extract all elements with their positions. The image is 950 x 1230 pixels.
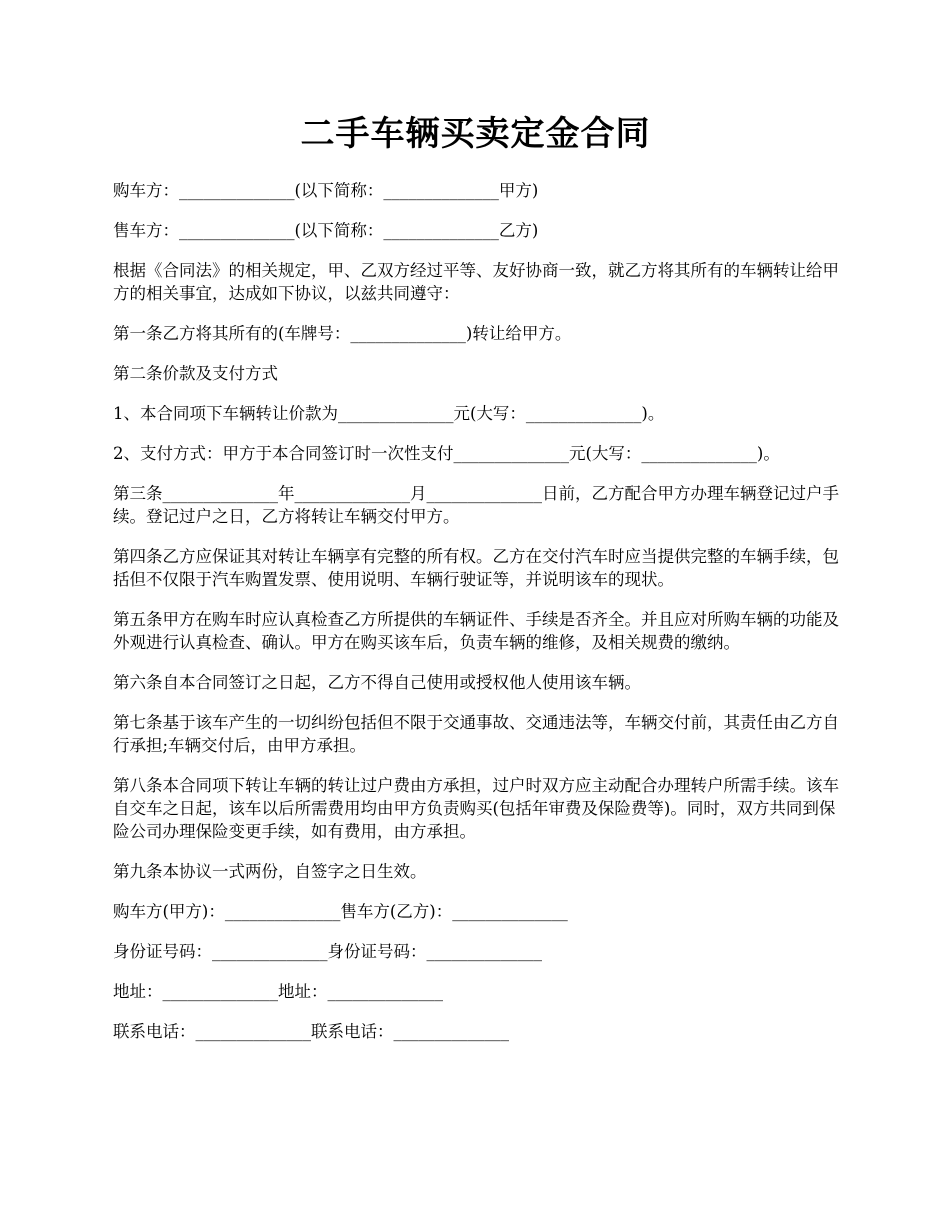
article-1: 第一条乙方将其所有的(车牌号：______________)转让给甲方。 — [113, 324, 572, 343]
signature-line: 购车方(甲方)：______________售车方(乙方)：______________ — [113, 902, 568, 921]
article-2-item-1: 1、本合同项下车辆转让价款为______________元(大写：______________)。 — [113, 404, 665, 423]
article-4: 第四条乙方应保证其对转让车辆享有完整的所有权。乙方在交付汽车时应当提供完整的车辆手续，包括但不仅限于汽车购置发票、使用说明、车辆行驶证等，并说明该车的现状。 — [113, 547, 839, 589]
phone-line: 联系电话：______________联系电话：______________ — [113, 1022, 509, 1041]
preamble-paragraph: 根据《合同法》的相关规定，甲、乙双方经过平等、友好协商一致，就乙方将其所有的车辆转让给甲方的相关事宜，达成如下协议，以兹共同遵守： — [113, 261, 839, 303]
article-5: 第五条甲方在购车时应认真检查乙方所提供的车辆证件、手续是否齐全。并且应对所购车辆的功能及外观进行认真检查、确认。甲方在购买该车后，负责车辆的维修，及相关规费的缴纳。 — [113, 610, 839, 652]
article-7: 第七条基于该车产生的一切纠纷包括但不限于交通事故、交通违法等，车辆交付前，其责任由乙方自行承担;车辆交付后，由甲方承担。 — [113, 713, 839, 755]
article-9: 第九条本协议一式两份，自签字之日生效。 — [113, 862, 427, 881]
article-2-item-2: 2、支付方式：甲方于本合同签订时一次性支付______________元(大写：______________)。 — [113, 444, 780, 463]
article-8: 第八条本合同项下转让车辆的转让过户费由方承担，过户时双方应主动配合办理转户所需手续。该车自交车之日起，该车以后所需费用均由甲方负责购买(包括年审费及保险费等)。同时，双方共同到保险公司办理保险变更手续，如有费用，由方承担。 — [113, 776, 839, 841]
article-3: 第三条______________年______________月______________日前，乙方配合甲方办理车辆登记过户手续。登记过户之日，乙方将转让车辆交付甲方。 — [113, 484, 839, 526]
seller-line: 售车方：______________(以下简称：______________乙方) — [113, 221, 539, 240]
article-2-heading: 第二条价款及支付方式 — [113, 364, 278, 383]
address-line: 地址：______________地址：______________ — [113, 982, 443, 1001]
article-6: 第六条自本合同签订之日起，乙方不得自己使用或授权他人使用该车辆。 — [113, 673, 641, 692]
buyer-line: 购车方：______________(以下简称：______________甲方) — [113, 181, 539, 200]
document-title: 二手车辆买卖定金合同 — [300, 114, 651, 154]
document-body — [113, 179, 843, 1060]
id-number-line: 身份证号码：______________身份证号码：______________ — [113, 942, 542, 961]
